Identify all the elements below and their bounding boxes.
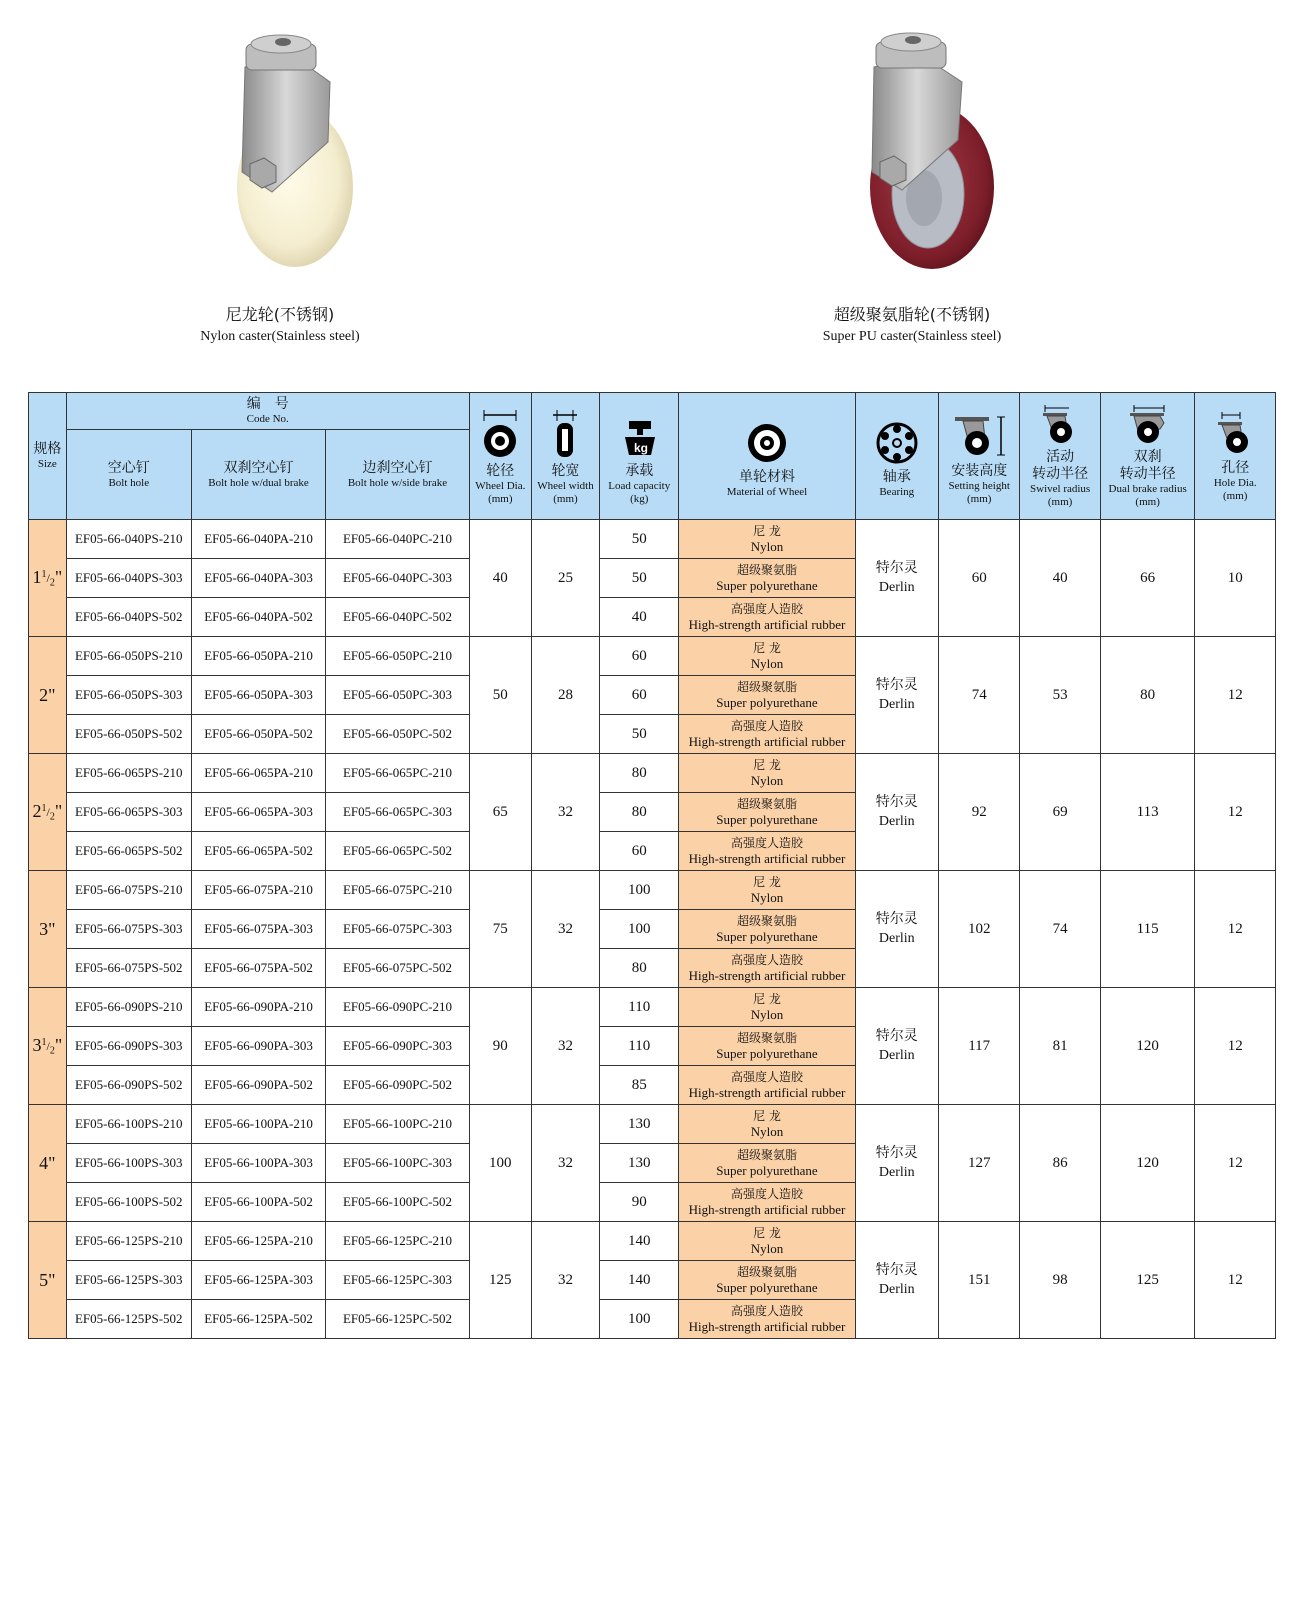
swivel-radius-icon: [1035, 405, 1085, 445]
dual-brake-radius-cell: 113: [1100, 754, 1195, 871]
setting-height-cell: 60: [939, 520, 1020, 637]
bearing-cn: 特尔灵: [875, 1262, 918, 1278]
code-dual-brake: EF05-66-075PA-210: [191, 871, 325, 910]
code-side-brake: EF05-66-090PC-303: [326, 1027, 470, 1066]
code-dual-brake: EF05-66-075PA-502: [191, 949, 325, 988]
size-whole: 3: [39, 918, 49, 939]
material-cn: 尼 龙: [753, 875, 781, 889]
code-dual-brake: EF05-66-065PA-210: [191, 754, 325, 793]
load-capacity-cell: 50: [600, 520, 679, 559]
load-capacity-cell: 100: [600, 910, 679, 949]
hole-dia-cell: 10: [1195, 520, 1276, 637]
material-cell: [679, 1144, 855, 1183]
setting-height-cell: 117: [939, 988, 1020, 1105]
code-side-brake: EF05-66-065PC-502: [326, 832, 470, 871]
wheel-width-icon: [545, 409, 585, 459]
code-dual-brake: EF05-66-040PA-303: [191, 559, 325, 598]
code-side-brake: EF05-66-075PC-303: [326, 910, 470, 949]
wheel-dia-cell: 100: [469, 1105, 531, 1222]
code-dual-brake: EF05-66-040PA-502: [191, 598, 325, 637]
table-row: [29, 637, 1276, 676]
code-side-brake: EF05-66-125PC-502: [326, 1300, 470, 1339]
dual-brake-radius-cell: 115: [1100, 871, 1195, 988]
material-cell: [679, 910, 855, 949]
table-row: [29, 1222, 1276, 1261]
material-cn: 尼 龙: [753, 1226, 781, 1240]
load-weight-icon: [619, 409, 659, 459]
setting-height-icon: [949, 409, 1009, 459]
bearing-cell: [855, 871, 938, 988]
header-bolt-hole-dual-brake: 双刹空心钉 Bolt hole w/dual brake: [191, 430, 325, 520]
material-cn: 超级聚氨脂: [736, 797, 797, 811]
bearing-cn: 特尔灵: [875, 560, 918, 576]
material-cn: 高强度人造胶: [730, 602, 803, 616]
wheel-width-cell: 32: [531, 754, 599, 871]
load-capacity-cell: 80: [600, 754, 679, 793]
material-cell: [679, 754, 855, 793]
header-dual-brake-radius: 双刹 转动半径 Dual brake radius (mm): [1100, 393, 1195, 520]
code-dual-brake: EF05-66-050PA-502: [191, 715, 325, 754]
material-en: High-strength artificial rubber: [688, 968, 846, 983]
material-en: High-strength artificial rubber: [688, 734, 846, 749]
load-capacity-cell: 85: [600, 1066, 679, 1105]
material-cell: [679, 949, 855, 988]
load-capacity-cell: 60: [600, 676, 679, 715]
wheel-dia-cell: 125: [469, 1222, 531, 1339]
material-cell: [679, 832, 855, 871]
load-capacity-cell: 50: [600, 715, 679, 754]
material-cell: [679, 715, 855, 754]
material-en: High-strength artificial rubber: [688, 1202, 846, 1217]
size-cell: [29, 871, 67, 988]
load-capacity-cell: 130: [600, 1105, 679, 1144]
header-bearing: 轴承 Bearing: [855, 393, 938, 520]
hole-dia-cell: 12: [1195, 1222, 1276, 1339]
dual-brake-radius-cell: 120: [1100, 1105, 1195, 1222]
size-whole: 1: [32, 567, 42, 588]
code-side-brake: EF05-66-125PC-210: [326, 1222, 470, 1261]
setting-height-cell: 151: [939, 1222, 1020, 1339]
material-cell: [679, 1105, 855, 1144]
material-cell: [679, 793, 855, 832]
wheel-width-cell: 28: [531, 637, 599, 754]
material-cell: [679, 559, 855, 598]
bearing-cell: [855, 754, 938, 871]
header-bolt-hole-side-brake: 边刹空心钉 Bolt hole w/side brake: [326, 430, 470, 520]
load-capacity-cell: 60: [600, 637, 679, 676]
size-inch-mark: ": [54, 801, 63, 822]
load-capacity-cell: 90: [600, 1183, 679, 1222]
wheel-width-cell: 32: [531, 871, 599, 988]
code-dual-brake: EF05-66-050PA-303: [191, 676, 325, 715]
header-load-capacity: kg 承载 Load capacity (kg): [600, 393, 679, 520]
bearing-en: Derlin: [878, 697, 915, 712]
specification-table-body: [29, 520, 1276, 1339]
bearing-en: Derlin: [878, 580, 915, 595]
material-en: Nylon: [750, 539, 784, 554]
code-dual-brake: EF05-66-100PA-502: [191, 1183, 325, 1222]
code-side-brake: EF05-66-090PC-502: [326, 1066, 470, 1105]
hole-dia-cell: 12: [1195, 1105, 1276, 1222]
bearing-cn: 特尔灵: [875, 1028, 918, 1044]
header-wheel-dia: 轮径 Wheel Dia. (mm): [469, 393, 531, 520]
nylon-caster-image: [180, 22, 380, 272]
code-dual-brake: EF05-66-090PA-210: [191, 988, 325, 1027]
bearing-cn: 特尔灵: [875, 677, 918, 693]
setting-height-cell: 102: [939, 871, 1020, 988]
material-en: Nylon: [750, 773, 784, 788]
code-dual-brake: EF05-66-065PA-303: [191, 793, 325, 832]
code-side-brake: EF05-66-100PC-303: [326, 1144, 470, 1183]
material-en: High-strength artificial rubber: [688, 1085, 846, 1100]
header-size: 规格 Size: [29, 393, 67, 520]
bearing-en: Derlin: [878, 1048, 915, 1063]
code-side-brake: EF05-66-040PC-502: [326, 598, 470, 637]
material-cn: 尼 龙: [753, 992, 781, 1006]
size-inch-mark: ": [48, 684, 56, 705]
material-en: Super polyurethane: [716, 1280, 818, 1295]
bearing-cell: [855, 637, 938, 754]
hole-dia-cell: 12: [1195, 871, 1276, 988]
material-cn: 超级聚氨脂: [736, 680, 797, 694]
bearing-cell: [855, 1222, 938, 1339]
material-cn: 高强度人造胶: [730, 1187, 803, 1201]
material-cell: [679, 1066, 855, 1105]
load-capacity-cell: 110: [600, 988, 679, 1027]
material-cn: 高强度人造胶: [730, 1070, 803, 1084]
load-capacity-cell: 80: [600, 793, 679, 832]
header-bolt-hole: 空心钉 Bolt hole: [66, 430, 191, 520]
code-bolt-hole: EF05-66-075PS-210: [66, 871, 191, 910]
swivel-radius-cell: 74: [1020, 871, 1100, 988]
code-dual-brake: EF05-66-090PA-303: [191, 1027, 325, 1066]
material-en: Nylon: [750, 890, 784, 905]
wheel-width-cell: 32: [531, 1222, 599, 1339]
table-row: [29, 988, 1276, 1027]
code-bolt-hole: EF05-66-040PS-210: [66, 520, 191, 559]
bearing-cn: 特尔灵: [875, 911, 918, 927]
size-cell: [29, 520, 67, 637]
header-material: 单轮材料 Material of Wheel: [679, 393, 855, 520]
material-cell: [679, 988, 855, 1027]
material-en: Nylon: [750, 1241, 784, 1256]
swivel-radius-cell: 69: [1020, 754, 1100, 871]
material-cn: 尼 龙: [753, 1109, 781, 1123]
hole-diameter-icon: [1210, 412, 1260, 456]
wheel-dia-cell: 50: [469, 637, 531, 754]
code-side-brake: EF05-66-090PC-210: [326, 988, 470, 1027]
hole-dia-cell: 12: [1195, 637, 1276, 754]
wheel-dia-cell: 90: [469, 988, 531, 1105]
material-cell: [679, 1261, 855, 1300]
setting-height-cell: 74: [939, 637, 1020, 754]
material-cn: 尼 龙: [753, 758, 781, 772]
code-side-brake: EF05-66-050PC-210: [326, 637, 470, 676]
material-en: Nylon: [750, 1007, 784, 1022]
hole-dia-cell: 12: [1195, 754, 1276, 871]
material-cn: 尼 龙: [753, 641, 781, 655]
material-en: Nylon: [750, 1124, 784, 1139]
header-wheel-width: 轮宽 Wheel width (mm): [531, 393, 599, 520]
material-cn: 超级聚氨脂: [736, 914, 797, 928]
material-cell: [679, 1300, 855, 1339]
code-bolt-hole: EF05-66-050PS-502: [66, 715, 191, 754]
code-bolt-hole: EF05-66-100PS-303: [66, 1144, 191, 1183]
code-side-brake: EF05-66-065PC-303: [326, 793, 470, 832]
load-capacity-cell: 100: [600, 871, 679, 910]
dual-brake-radius-cell: 120: [1100, 988, 1195, 1105]
material-cell: [679, 598, 855, 637]
size-fraction: $^1/_2$: [41, 1037, 55, 1057]
code-side-brake: EF05-66-040PC-210: [326, 520, 470, 559]
header-swivel-radius: 活动 转动半径 Swivel radius (mm): [1020, 393, 1100, 520]
code-bolt-hole: EF05-66-090PS-502: [66, 1066, 191, 1105]
size-inch-mark: ": [54, 567, 63, 588]
code-side-brake: EF05-66-075PC-502: [326, 949, 470, 988]
material-cn: 高强度人造胶: [730, 719, 803, 733]
dual-brake-radius-cell: 66: [1100, 520, 1195, 637]
bearing-cell: [855, 1105, 938, 1222]
bearing-en: Derlin: [878, 814, 915, 829]
wheel-material-icon: [745, 415, 789, 465]
swivel-radius-cell: 53: [1020, 637, 1100, 754]
code-bolt-hole: EF05-66-050PS-303: [66, 676, 191, 715]
super-pu-caster-caption-en: Super PU caster(Stainless steel): [822, 329, 1002, 344]
material-en: Super polyurethane: [716, 1046, 818, 1061]
code-bolt-hole: EF05-66-100PS-502: [66, 1183, 191, 1222]
code-dual-brake: EF05-66-090PA-502: [191, 1066, 325, 1105]
code-dual-brake: EF05-66-125PA-502: [191, 1300, 325, 1339]
code-bolt-hole: EF05-66-050PS-210: [66, 637, 191, 676]
swivel-radius-cell: 98: [1020, 1222, 1100, 1339]
material-cell: [679, 871, 855, 910]
size-inch-mark: ": [48, 1152, 56, 1173]
specification-table: [28, 392, 1276, 1339]
material-en: High-strength artificial rubber: [688, 1319, 846, 1334]
code-dual-brake: EF05-66-125PA-210: [191, 1222, 325, 1261]
product-super-pu-caster: [672, 22, 1152, 345]
material-cn: 超级聚氨脂: [736, 563, 797, 577]
code-bolt-hole: EF05-66-090PS-210: [66, 988, 191, 1027]
code-side-brake: EF05-66-050PC-303: [326, 676, 470, 715]
code-bolt-hole: EF05-66-040PS-303: [66, 559, 191, 598]
wheel-width-cell: 25: [531, 520, 599, 637]
material-en: High-strength artificial rubber: [688, 617, 846, 632]
material-cn: 高强度人造胶: [730, 836, 803, 850]
material-en: Super polyurethane: [716, 812, 818, 827]
material-en: Super polyurethane: [716, 1163, 818, 1178]
code-side-brake: EF05-66-125PC-303: [326, 1261, 470, 1300]
material-cn: 高强度人造胶: [730, 1304, 803, 1318]
load-capacity-cell: 40: [600, 598, 679, 637]
table-row: [29, 1105, 1276, 1144]
code-dual-brake: EF05-66-100PA-210: [191, 1105, 325, 1144]
size-cell: [29, 754, 67, 871]
wheel-dia-cell: 65: [469, 754, 531, 871]
code-side-brake: EF05-66-050PC-502: [326, 715, 470, 754]
material-cn: 超级聚氨脂: [736, 1031, 797, 1045]
material-cell: [679, 676, 855, 715]
material-en: Super polyurethane: [716, 929, 818, 944]
code-dual-brake: EF05-66-125PA-303: [191, 1261, 325, 1300]
bearing-cell: [855, 988, 938, 1105]
size-whole: 5: [39, 1269, 49, 1290]
table-row: [29, 520, 1276, 559]
code-side-brake: EF05-66-065PC-210: [326, 754, 470, 793]
size-cell: [29, 637, 67, 754]
material-cell: [679, 520, 855, 559]
load-capacity-cell: 100: [600, 1300, 679, 1339]
bearing-en: Derlin: [878, 1282, 915, 1297]
material-cn: 超级聚氨脂: [736, 1265, 797, 1279]
code-bolt-hole: EF05-66-075PS-303: [66, 910, 191, 949]
material-cn: 尼 龙: [753, 524, 781, 538]
load-capacity-cell: 60: [600, 832, 679, 871]
code-side-brake: EF05-66-075PC-210: [326, 871, 470, 910]
super-pu-caster-image: [812, 22, 1012, 272]
load-capacity-cell: 110: [600, 1027, 679, 1066]
size-whole: 2: [32, 801, 42, 822]
load-capacity-cell: 130: [600, 1144, 679, 1183]
dual-brake-radius-cell: 80: [1100, 637, 1195, 754]
svg-text:kg: kg: [634, 440, 649, 455]
code-bolt-hole: EF05-66-075PS-502: [66, 949, 191, 988]
material-cell: [679, 1183, 855, 1222]
material-cell: [679, 1027, 855, 1066]
code-dual-brake: EF05-66-065PA-502: [191, 832, 325, 871]
code-dual-brake: EF05-66-075PA-303: [191, 910, 325, 949]
code-bolt-hole: EF05-66-125PS-210: [66, 1222, 191, 1261]
wheel-diameter-icon: [480, 409, 520, 459]
material-en: Super polyurethane: [716, 578, 818, 593]
load-capacity-cell: 50: [600, 559, 679, 598]
load-capacity-cell: 140: [600, 1261, 679, 1300]
setting-height-cell: 92: [939, 754, 1020, 871]
code-bolt-hole: EF05-66-065PS-502: [66, 832, 191, 871]
bearing-icon: [875, 415, 919, 465]
code-bolt-hole: EF05-66-100PS-210: [66, 1105, 191, 1144]
header-code-no: 编 号 Code No.: [66, 393, 469, 430]
dual-brake-radius-cell: 125: [1100, 1222, 1195, 1339]
code-dual-brake: EF05-66-050PA-210: [191, 637, 325, 676]
hole-dia-cell: 12: [1195, 988, 1276, 1105]
bearing-cn: 特尔灵: [875, 1145, 918, 1161]
wheel-width-cell: 32: [531, 988, 599, 1105]
table-row: [29, 754, 1276, 793]
size-cell: [29, 1105, 67, 1222]
load-capacity-cell: 140: [600, 1222, 679, 1261]
size-whole: 3: [32, 1035, 42, 1056]
swivel-radius-cell: 86: [1020, 1105, 1100, 1222]
size-whole: 4: [39, 1152, 49, 1173]
size-inch-mark: ": [48, 1269, 56, 1290]
table-row: [29, 871, 1276, 910]
bearing-cell: [855, 520, 938, 637]
code-dual-brake: EF05-66-100PA-303: [191, 1144, 325, 1183]
code-side-brake: EF05-66-040PC-303: [326, 559, 470, 598]
nylon-caster-caption-en: Nylon caster(Stainless steel): [200, 329, 360, 344]
super-pu-caster-caption-cn: 超级聚氨脂轮(不锈钢): [833, 305, 991, 324]
size-inch-mark: ": [54, 1035, 63, 1056]
header-hole-dia: 孔径 Hole Dia. (mm): [1195, 393, 1276, 520]
dual-brake-radius-icon: [1120, 405, 1176, 445]
code-dual-brake: EF05-66-040PA-210: [191, 520, 325, 559]
code-side-brake: EF05-66-100PC-210: [326, 1105, 470, 1144]
material-en: High-strength artificial rubber: [688, 851, 846, 866]
setting-height-cell: 127: [939, 1105, 1020, 1222]
code-bolt-hole: EF05-66-065PS-303: [66, 793, 191, 832]
bearing-en: Derlin: [878, 1165, 915, 1180]
material-cn: 高强度人造胶: [730, 953, 803, 967]
size-cell: [29, 1222, 67, 1339]
code-bolt-hole: EF05-66-125PS-502: [66, 1300, 191, 1339]
size-cell: [29, 988, 67, 1105]
material-en: Nylon: [750, 656, 784, 671]
swivel-radius-cell: 81: [1020, 988, 1100, 1105]
wheel-dia-cell: 75: [469, 871, 531, 988]
material-en: Super polyurethane: [716, 695, 818, 710]
nylon-caster-caption-cn: 尼龙轮(不锈钢): [225, 305, 335, 324]
size-whole: 2: [39, 684, 49, 705]
code-bolt-hole: EF05-66-090PS-303: [66, 1027, 191, 1066]
material-cell: [679, 637, 855, 676]
header-setting-height: 安装高度 Setting height (mm): [939, 393, 1020, 520]
size-fraction: $^1/_2$: [41, 569, 55, 589]
swivel-radius-cell: 40: [1020, 520, 1100, 637]
wheel-dia-cell: 40: [469, 520, 531, 637]
material-cell: [679, 1222, 855, 1261]
code-bolt-hole: EF05-66-040PS-502: [66, 598, 191, 637]
wheel-width-cell: 32: [531, 1105, 599, 1222]
size-fraction: $^1/_2$: [41, 803, 55, 823]
load-capacity-cell: 80: [600, 949, 679, 988]
code-side-brake: EF05-66-100PC-502: [326, 1183, 470, 1222]
code-bolt-hole: EF05-66-065PS-210: [66, 754, 191, 793]
product-nylon-caster: [40, 22, 520, 345]
code-bolt-hole: EF05-66-125PS-303: [66, 1261, 191, 1300]
bearing-cn: 特尔灵: [875, 794, 918, 810]
size-inch-mark: ": [48, 918, 56, 939]
bearing-en: Derlin: [878, 931, 915, 946]
material-cn: 超级聚氨脂: [736, 1148, 797, 1162]
